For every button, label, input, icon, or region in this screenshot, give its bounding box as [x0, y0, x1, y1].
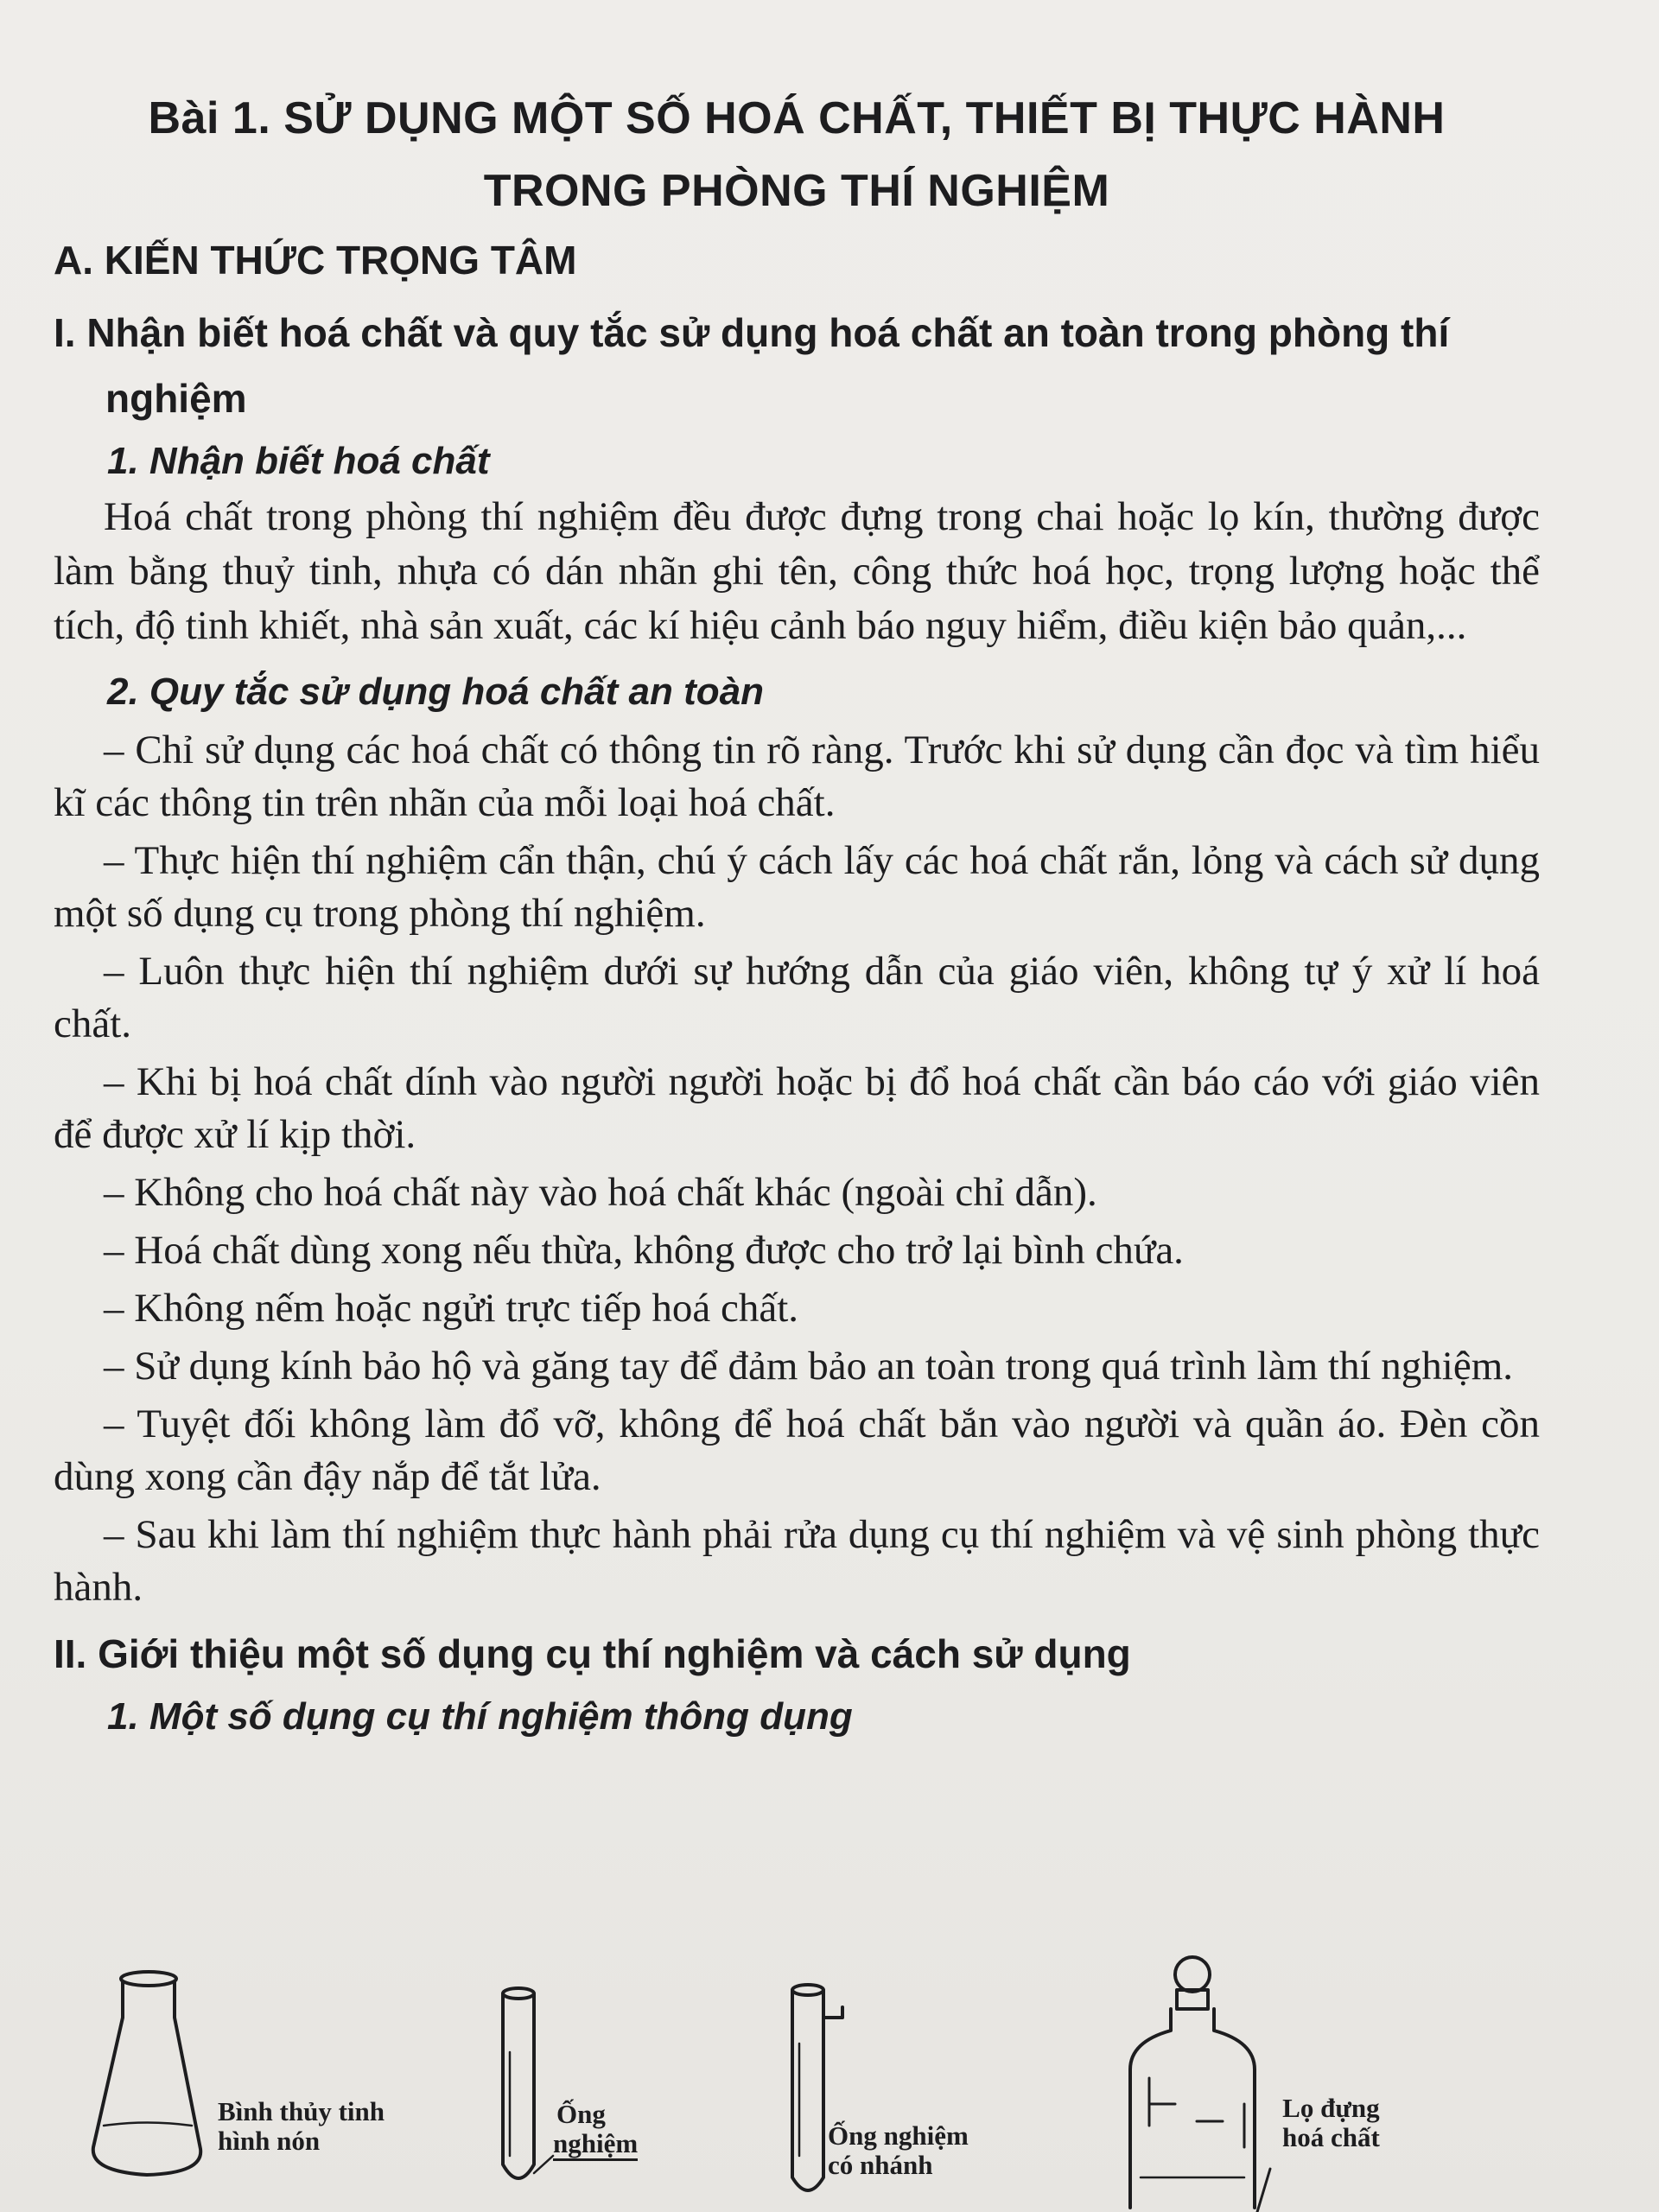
section-1-sub1-paragraph: Hoá chất trong phòng thí nghiệm đều được đựng trong chai hoặc lọ kín, thường được làm bằng thuỷ tinh, nhựa có dán nhãn ghi tên, công thức hoá học, trọng lượng hoặc thể tích, độ tinh khiết, nhà sản xuất, các kí hiệu cảnh báo nguy hiểm, điều kiện bảo quản,... [54, 494, 1540, 648]
page-content [54, 82, 1540, 1745]
reagent-bottle-icon [1130, 1957, 1270, 2212]
test-tube-label [553, 2100, 638, 2161]
conical-flask-icon [93, 1972, 200, 2175]
reagent-bottle-label-line2: hoá chất [1282, 2122, 1380, 2152]
rule-item: – Khi bị hoá chất dính vào người người hoặc bị đổ hoá chất cần báo cáo với giáo viên để được xử lí kịp thời. [54, 1059, 1540, 1157]
side-arm-tube-label-line2: có nhánh [828, 2150, 933, 2180]
lesson-title [54, 82, 1540, 227]
section-2-heading: II. Giới thiệu một số dụng cụ thí nghiệm và cách sử dụng [54, 1631, 1131, 1676]
rule-item: – Thực hiện thí nghiệm cẩn thận, chú ý cách lấy các hoá chất rắn, lỏng và cách sử dụng một số dụng cụ trong phòng thí nghiệm. [54, 838, 1540, 936]
section-1-sub1-heading: 1. Nhận biết hoá chất [107, 440, 490, 482]
flask-label [218, 2097, 385, 2156]
flask-label-line1: Bình thủy tinh [218, 2096, 385, 2126]
rule-item: – Không nếm hoặc ngửi trực tiếp hoá chất. [104, 1286, 799, 1331]
rule-item: – Sử dụng kính bảo hộ và găng tay để đảm bảo an toàn trong quá trình làm thí nghiệm. [104, 1344, 1514, 1389]
rule-item: – Không cho hoá chất này vào hoá chất khác (ngoài chỉ dẫn). [104, 1170, 1097, 1215]
test-tube-label-line1: Ống [556, 2099, 606, 2129]
flask-label-line2: hình nón [218, 2126, 321, 2156]
lesson-title-line2: TRONG PHÒNG THÍ NGHIỆM [483, 166, 1110, 216]
section-1-heading: I. Nhận biết hoá chất và quy tắc sử dụng hoá chất an toàn trong phòng thí nghiệm [54, 310, 1450, 421]
lesson-title-line1: Bài 1. SỬ DỤNG MỘT SỐ HOÁ CHẤT, THIẾT BỊ THỰC HÀNH [148, 93, 1446, 143]
section-2-sub1-heading: 1. Một số dụng cụ thí nghiệm thông dụng [107, 1695, 853, 1738]
lab-equipment-figure [0, 1948, 1659, 2212]
reagent-bottle-label [1282, 2094, 1380, 2152]
section-1-sub2-heading: 2. Quy tắc sử dụng hoá chất an toàn [107, 671, 764, 713]
rule-item: – Hoá chất dùng xong nếu thừa, không được cho trở lại bình chứa. [104, 1228, 1184, 1273]
side-arm-tube-label-line1: Ống nghiệm [828, 2120, 969, 2151]
test-tube-label-line2: nghiệm [553, 2129, 638, 2161]
rule-item: – Tuyệt đối không làm đổ vỡ, không để hoá chất bắn vào người và quần áo. Đèn cồn dùng xong cần đậy nắp để tắt lửa. [54, 1402, 1540, 1499]
rule-item: – Luôn thực hiện thí nghiệm dưới sự hướng dẫn của giáo viên, không tự ý xử lí hoá chất. [54, 949, 1540, 1046]
reagent-bottle-label-line1: Lọ đựng [1282, 2093, 1380, 2123]
section-a-heading: A. KIẾN THỨC TRỌNG TÂM [54, 238, 577, 283]
rule-item: – Chỉ sử dụng các hoá chất có thông tin rõ ràng. Trước khi sử dụng cần đọc và tìm hiểu kĩ các thông tin trên nhãn của mỗi loại hoá chất. [54, 728, 1540, 825]
rule-item: – Sau khi làm thí nghiệm thực hành phải rửa dụng cụ thí nghiệm và vệ sinh phòng thực hành. [54, 1512, 1540, 1610]
side-arm-tube-label [828, 2121, 969, 2180]
test-tube-icon [503, 1988, 553, 2178]
